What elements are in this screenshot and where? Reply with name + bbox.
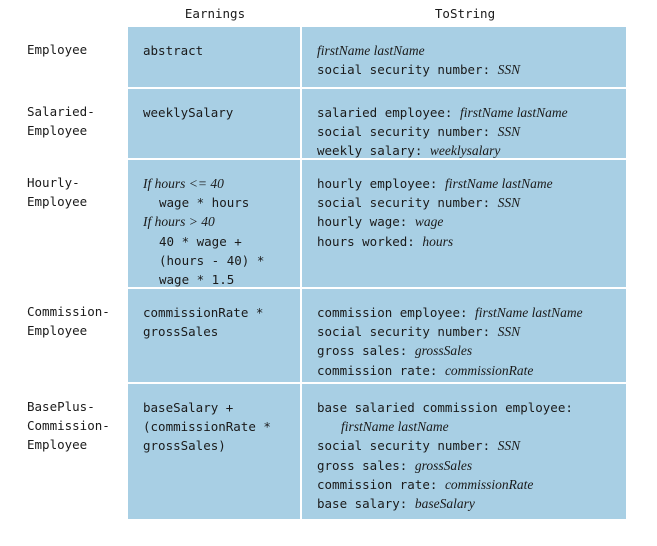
code-text: hourly wage: — [317, 214, 415, 230]
row-label-line: Hourly- — [27, 175, 80, 190]
tostring-line — [317, 475, 573, 494]
earnings-cell-content — [143, 174, 264, 289]
code-text: gross sales: — [317, 457, 415, 473]
row-label-line: Employee — [27, 123, 88, 139]
tostring-cell — [302, 160, 628, 289]
tostring-cell-content — [317, 303, 583, 380]
tostring-line — [317, 322, 583, 341]
placeholder-text: firstName lastName — [460, 105, 568, 120]
placeholder-text: hours — [422, 233, 454, 249]
code-text: grossSales — [143, 324, 219, 340]
code-text: hourly employee: — [317, 176, 445, 191]
tostring-column-header: ToString — [434, 6, 496, 21]
placeholder-text: firstName lastName — [475, 305, 583, 320]
code-text: social security number: — [317, 195, 498, 211]
row-label-line: Employee — [27, 194, 88, 210]
earnings-line — [143, 174, 264, 193]
placeholder-text: grossSales — [414, 457, 473, 473]
earnings-cell-content — [143, 103, 233, 122]
earnings-cell — [128, 27, 302, 89]
row-label-line: Employee — [27, 323, 88, 339]
earnings-cell-content — [143, 303, 263, 341]
row-label-line: Employee — [27, 437, 88, 453]
earnings-line — [143, 212, 264, 231]
placeholder-text: weeklysalary — [429, 143, 501, 159]
tostring-line — [317, 193, 553, 212]
code-text: social security number: — [317, 62, 498, 78]
code-text: gross sales: — [317, 343, 415, 359]
placeholder-text: grossSales — [414, 343, 473, 359]
placeholder-text: SSN — [497, 324, 521, 340]
tostring-line — [317, 361, 583, 380]
tostring-line — [317, 174, 553, 193]
tostring-line — [317, 303, 583, 322]
row-label — [27, 173, 87, 211]
code-text: wage * hours — [159, 195, 250, 211]
code-text: abstract — [143, 43, 204, 58]
placeholder-text: SSN — [497, 124, 521, 140]
code-text: salaried employee: — [317, 105, 460, 120]
code-text: commission rate: — [317, 362, 445, 378]
tostring-cell — [302, 289, 628, 384]
placeholder-text: SSN — [497, 195, 521, 211]
placeholder-text: If hours > 40 — [143, 214, 215, 230]
code-text: commission employee: — [317, 305, 476, 320]
tostring-line — [317, 398, 573, 417]
earnings-line — [143, 270, 264, 289]
tostring-line — [317, 341, 583, 360]
tostring-cell-content — [317, 398, 573, 513]
code-text: hours worked: — [317, 233, 423, 249]
tostring-line — [317, 436, 573, 455]
earnings-line — [143, 232, 264, 251]
row-label-line: Employee — [27, 42, 88, 57]
row-label-line: Commission- — [27, 304, 110, 319]
tostring-line — [317, 60, 520, 79]
code-text: commissionRate * — [143, 305, 264, 320]
earnings-cell — [128, 384, 302, 519]
tostring-line — [317, 212, 553, 231]
earnings-line — [143, 322, 263, 341]
code-text: weekly salary: — [317, 143, 430, 159]
row-label — [27, 397, 110, 455]
code-text: social security number: — [317, 124, 498, 140]
earnings-line — [143, 417, 271, 436]
tostring-line — [317, 103, 568, 122]
earnings-line — [143, 436, 271, 455]
earnings-line — [143, 193, 264, 212]
tostring-line — [317, 232, 553, 251]
code-text: social security number: — [317, 438, 498, 454]
earnings-column-header: Earnings — [184, 6, 246, 21]
code-text: commission rate: — [317, 476, 445, 492]
tostring-line — [317, 41, 520, 60]
placeholder-text: commissionRate — [444, 476, 534, 492]
earnings-line — [143, 251, 264, 270]
code-text: grossSales) — [143, 438, 226, 454]
tostring-cell — [302, 27, 628, 89]
earnings-cell — [128, 89, 302, 160]
tostring-line — [317, 494, 573, 513]
row-label — [27, 302, 110, 340]
row-label — [27, 102, 95, 140]
code-text: base salaried commission employee: — [317, 400, 573, 415]
earnings-cell-content — [143, 41, 203, 60]
placeholder-text: commissionRate — [444, 362, 534, 378]
placeholder-text: wage — [414, 214, 444, 230]
code-text: base salary: — [317, 495, 415, 511]
row-label-line: Commission- — [27, 418, 110, 434]
placeholder-text: If hours <= 40 — [143, 176, 224, 191]
tostring-line — [317, 456, 573, 475]
code-text: 40 * wage + — [159, 233, 242, 249]
placeholder-text: baseSalary — [414, 495, 475, 511]
earnings-cell-content — [143, 398, 271, 456]
earnings-cell — [128, 289, 302, 384]
placeholder-text: firstName lastName — [317, 43, 425, 58]
earnings-line — [143, 41, 203, 60]
earnings-line — [143, 398, 271, 417]
earnings-line — [143, 303, 263, 322]
earnings-line — [143, 103, 233, 122]
code-text: (hours - 40) * — [159, 252, 265, 268]
placeholder-text: SSN — [497, 438, 521, 454]
tostring-cell — [302, 89, 628, 160]
tostring-cell-content — [317, 41, 520, 79]
code-text: baseSalary + — [143, 400, 234, 415]
method-table — [128, 27, 628, 519]
code-text: (commissionRate * — [143, 419, 271, 435]
earnings-cell — [128, 160, 302, 289]
row-label-line: BasePlus- — [27, 399, 95, 414]
tostring-cell — [302, 384, 628, 519]
tostring-line — [317, 141, 568, 160]
code-text: weeklySalary — [143, 105, 234, 120]
tostring-cell-content — [317, 174, 553, 251]
placeholder-text: SSN — [497, 62, 521, 78]
tostring-line — [317, 122, 568, 141]
row-label — [27, 40, 87, 59]
code-text: wage * 1.5 — [159, 271, 235, 287]
row-label-line: Salaried- — [27, 104, 95, 119]
tostring-cell-content — [317, 103, 568, 161]
placeholder-text: firstName lastName — [444, 176, 553, 191]
code-text: social security number: — [317, 324, 498, 340]
tostring-line — [317, 417, 573, 436]
placeholder-text: firstName lastName — [341, 419, 449, 435]
